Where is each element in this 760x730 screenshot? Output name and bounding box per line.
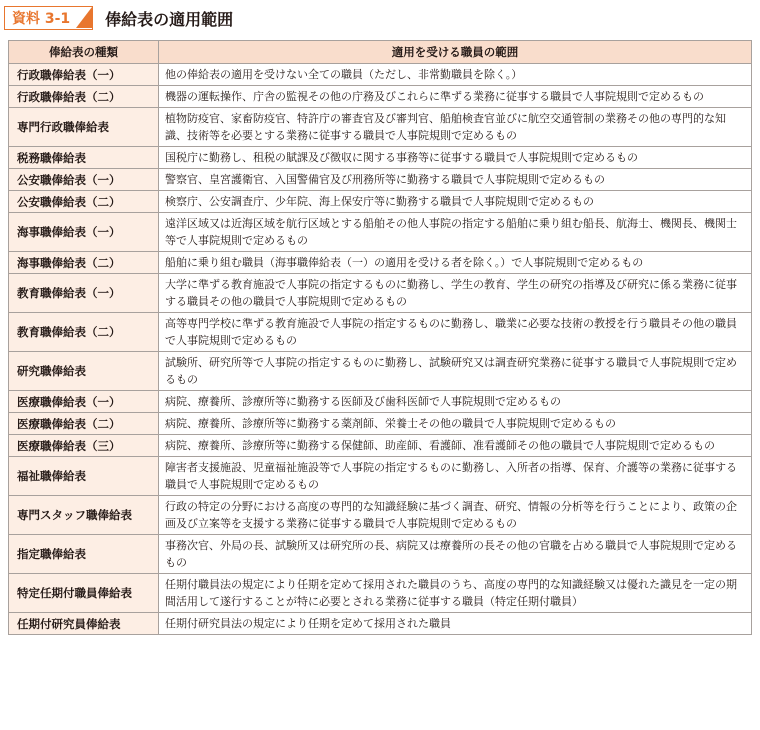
salary-schedule-type: 海事職俸給表（一） bbox=[9, 213, 159, 252]
salary-schedule-type: 指定職俸給表 bbox=[9, 535, 159, 574]
table-row bbox=[9, 413, 752, 435]
column-header-type: 俸給表の種類 bbox=[9, 41, 159, 64]
table-row bbox=[9, 147, 752, 169]
applicable-staff-scope: 船舶に乗り組む職員（海事職俸給表（一）の適用を受ける者を除く。）で人事院規則で定めるもの bbox=[159, 252, 752, 274]
applicable-staff-scope: 国税庁に勤務し、租税の賦課及び徴収に関する事務等に従事する職員で人事院規則で定めるもの bbox=[159, 147, 752, 169]
applicable-staff-scope: 病院、療養所、診療所等に勤務する医師及び歯科医師で人事院規則で定めるもの bbox=[159, 391, 752, 413]
applicable-staff-scope: 植物防疫官、家畜防疫官、特許庁の審査官及び審判官、船舶検査官並びに航空交通管制の業務その他の専門的な知識、技術等を必要とする業務に従事する職員で人事院規則で定めるもの bbox=[159, 108, 752, 147]
applicable-staff-scope: 病院、療養所、診療所等に勤務する薬剤師、栄養士その他の職員で人事院規則で定めるもの bbox=[159, 413, 752, 435]
applicable-staff-scope: 病院、療養所、診療所等に勤務する保健師、助産師、看護師、准看護師その他の職員で人事院規則で定めるもの bbox=[159, 435, 752, 457]
table-row bbox=[9, 496, 752, 535]
salary-schedule-type: 医療職俸給表（一） bbox=[9, 391, 159, 413]
table-row bbox=[9, 191, 752, 213]
salary-schedule-type: 海事職俸給表（二） bbox=[9, 252, 159, 274]
applicable-staff-scope: 機器の運転操作、庁舎の監視その他の庁務及びこれらに準ずる業務に従事する職員で人事院規則で定めるもの bbox=[159, 86, 752, 108]
salary-table bbox=[8, 40, 752, 635]
table-header-row bbox=[9, 41, 752, 64]
material-number-label: 資料 3-1 bbox=[12, 11, 71, 27]
applicable-staff-scope: 高等専門学校に準ずる教育施設で人事院の指定するものに勤務し、職業に必要な技術の教授を行う職員その他の職員で人事院規則で定めるもの bbox=[159, 313, 752, 352]
salary-schedule-type: 専門行政職俸給表 bbox=[9, 108, 159, 147]
page-title: 俸給表の適用範囲 bbox=[105, 9, 234, 29]
applicable-staff-scope: 事務次官、外局の長、試験所又は研究所の長、病院又は療養所の長その他の官職を占める職員で人事院規則で定めるもの bbox=[159, 535, 752, 574]
salary-schedule-type: 福祉職俸給表 bbox=[9, 457, 159, 496]
salary-schedule-type: 研究職俸給表 bbox=[9, 352, 159, 391]
material-number-badge bbox=[4, 6, 93, 30]
column-header-scope: 適用を受ける職員の範囲 bbox=[159, 41, 752, 64]
applicable-staff-scope: 検察庁、公安調査庁、少年院、海上保安庁等に勤務する職員で人事院規則で定めるもの bbox=[159, 191, 752, 213]
salary-schedule-type: 専門スタッフ職俸給表 bbox=[9, 496, 159, 535]
table-row bbox=[9, 169, 752, 191]
applicable-staff-scope: 行政の特定の分野における高度の専門的な知識経験に基づく調査、研究、情報の分析等を行うことにより、政策の企画及び立案等を支援する業務に従事する職員で人事院規則で定めるもの bbox=[159, 496, 752, 535]
salary-schedule-type: 特定任期付職員俸給表 bbox=[9, 574, 159, 613]
applicable-staff-scope: 任期付研究員法の規定により任期を定めて採用された職員 bbox=[159, 613, 752, 635]
table-row bbox=[9, 435, 752, 457]
salary-schedule-type: 行政職俸給表（二） bbox=[9, 86, 159, 108]
salary-schedule-type: 医療職俸給表（二） bbox=[9, 413, 159, 435]
applicable-staff-scope: 障害者支援施設、児童福祉施設等で人事院の指定するものに勤務し、入所者の指導、保育、介護等の業務に従事する職員で人事院規則で定めるもの bbox=[159, 457, 752, 496]
table-row bbox=[9, 274, 752, 313]
table-row bbox=[9, 313, 752, 352]
table-row bbox=[9, 86, 752, 108]
salary-schedule-type: 公安職俸給表（一） bbox=[9, 169, 159, 191]
table-row bbox=[9, 613, 752, 635]
table-row bbox=[9, 213, 752, 252]
applicable-staff-scope: 警察官、皇宮護衛官、入国警備官及び刑務所等に勤務する職員で人事院規則で定めるもの bbox=[159, 169, 752, 191]
salary-schedule-type: 医療職俸給表（三） bbox=[9, 435, 159, 457]
salary-schedule-type: 任期付研究員俸給表 bbox=[9, 613, 159, 635]
salary-schedule-type: 行政職俸給表（一） bbox=[9, 64, 159, 86]
table-row bbox=[9, 391, 752, 413]
table-row bbox=[9, 457, 752, 496]
document-header bbox=[4, 5, 233, 31]
badge-triangle-decoration bbox=[76, 7, 92, 28]
applicable-staff-scope: 大学に準ずる教育施設で人事院の指定するものに勤務し、学生の教育、学生の研究の指導及び研究に係る業務に従事する職員その他の職員で人事院規則で定めるもの bbox=[159, 274, 752, 313]
table-row bbox=[9, 352, 752, 391]
salary-schedule-type: 教育職俸給表（二） bbox=[9, 313, 159, 352]
salary-schedule-type: 公安職俸給表（二） bbox=[9, 191, 159, 213]
table-row bbox=[9, 535, 752, 574]
table-row bbox=[9, 108, 752, 147]
table-row bbox=[9, 64, 752, 86]
applicable-staff-scope: 他の俸給表の適用を受けない全ての職員（ただし、非常勤職員を除く。） bbox=[159, 64, 752, 86]
salary-schedule-type: 教育職俸給表（一） bbox=[9, 274, 159, 313]
applicable-staff-scope: 任期付職員法の規定により任期を定めて採用された職員のうち、高度の専門的な知識経験又は優れた識見を一定の期間活用して遂行することが特に必要とされる業務に従事する職員（特定任期付職員） bbox=[159, 574, 752, 613]
table-row bbox=[9, 252, 752, 274]
applicable-staff-scope: 遠洋区域又は近海区域を航行区域とする船舶その他人事院の指定する船舶に乗り組む船長、航海士、機関長、機関士等で人事院規則で定めるもの bbox=[159, 213, 752, 252]
salary-schedule-type: 税務職俸給表 bbox=[9, 147, 159, 169]
applicable-staff-scope: 試験所、研究所等で人事院の指定するものに勤務し、試験研究又は調査研究業務に従事する職員で人事院規則で定めるもの bbox=[159, 352, 752, 391]
table-row bbox=[9, 574, 752, 613]
